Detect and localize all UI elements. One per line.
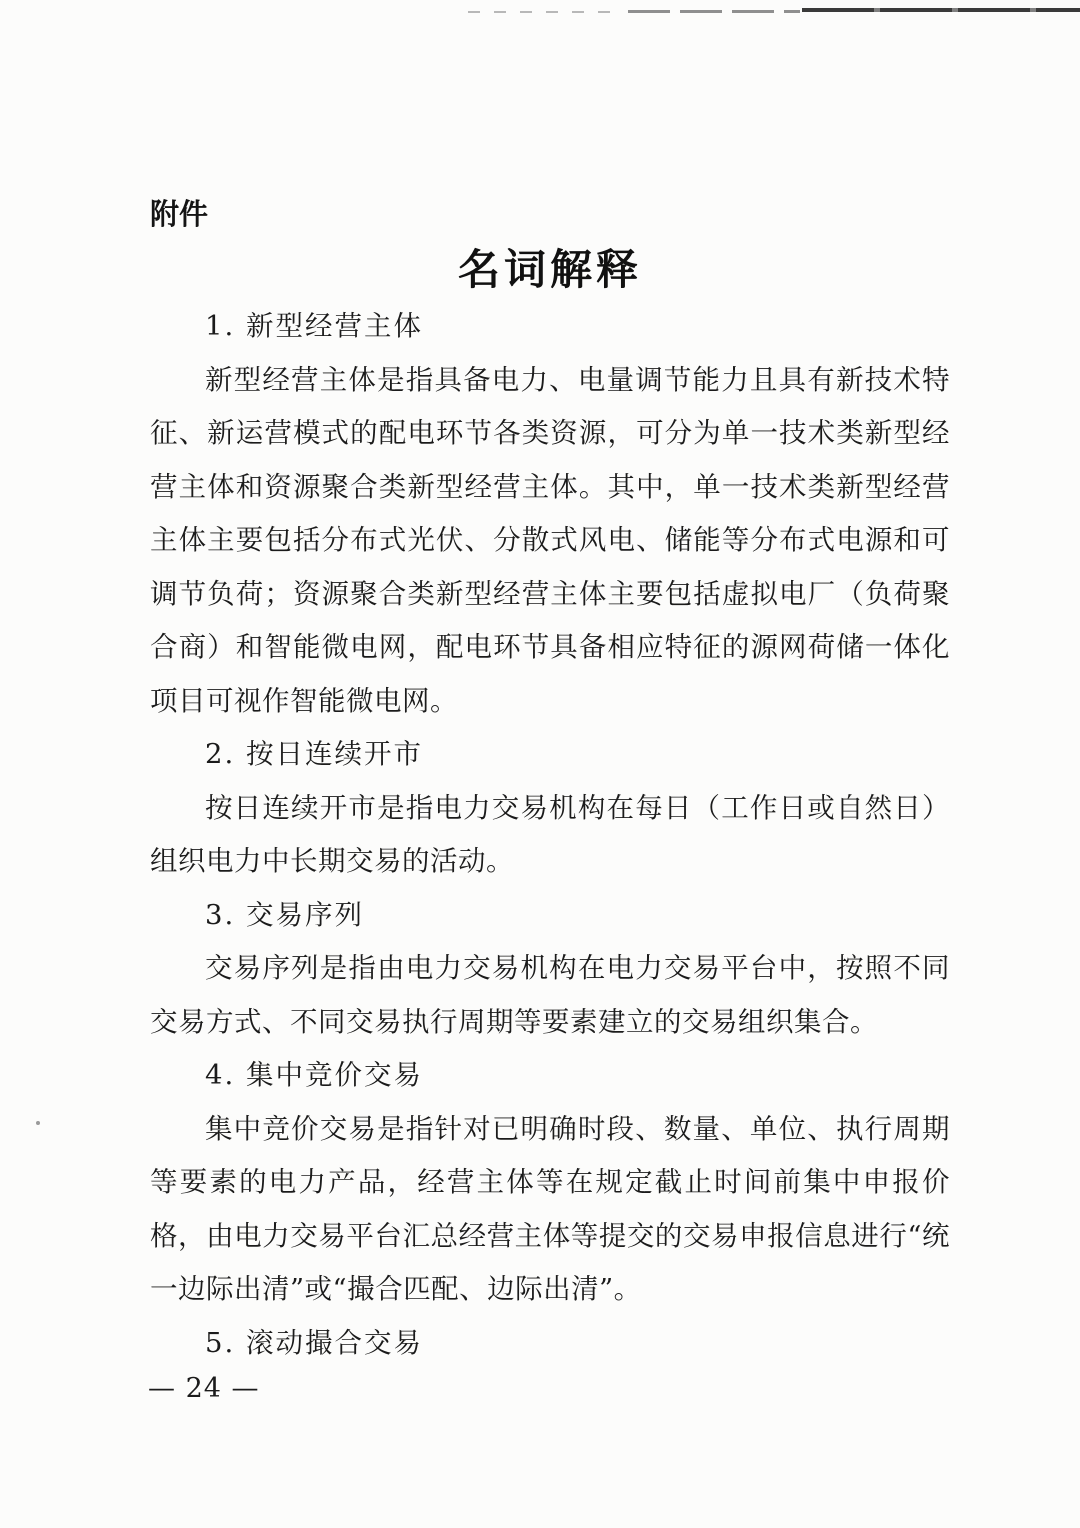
section-1-body: 新型经营主体是指具备电力、电量调节能力且具有新技术特征、新运营模式的配电环节各类资源，可分为单一技术类新型经营主体和资源聚合类新型经营主体。其中，单一技术类新型经营主体主要包括分布式光伏、分散式风电、储能等分布式电源和可调节负荷；资源聚合类新型经营主体主要包括虚拟电厂（负荷聚合商）和智能微电网，配电环节具备相应特征的源网荷储一体化项目可视作智能微电网。 bbox=[150, 363, 950, 717]
section-4-body: 集中竞价交易是指针对已明确时段、数量、单位、执行周期等要素的电力产品，经营主体等在规定截止时间前集中申报价格，由电力交易平台汇总经营主体等提交的交易申报信息进行“统一边际出清”或“撮合匹配、边际出清”。 bbox=[150, 1112, 950, 1305]
section-3-body: 交易序列是指由电力交易机构在电力交易平台中，按照不同交易方式、不同交易执行周期等要素建立的交易组织集合。 bbox=[150, 952, 950, 1038]
section-4 bbox=[150, 1049, 950, 1317]
section-1 bbox=[150, 300, 950, 728]
section-3-heading: 3. 交易序列 bbox=[205, 898, 364, 931]
section-5 bbox=[150, 1317, 950, 1371]
section-5-heading: 5. 滚动撮合交易 bbox=[205, 1326, 423, 1359]
section-4-heading: 4. 集中竞价交易 bbox=[205, 1059, 423, 1091]
page-number: — 24 — bbox=[148, 1373, 260, 1404]
sections-container bbox=[150, 300, 950, 1370]
scan-artifact-top-line-mid bbox=[628, 10, 800, 13]
document-content bbox=[150, 196, 950, 1370]
section-2 bbox=[150, 728, 950, 889]
section-2-heading: 2. 按日连续开市 bbox=[205, 738, 423, 770]
section-3 bbox=[150, 889, 950, 1050]
scan-artifact-dot bbox=[36, 1121, 40, 1125]
scan-artifact-top-line-light bbox=[468, 11, 618, 13]
section-1-heading: 1. 新型经营主体 bbox=[205, 310, 423, 342]
section-2-body: 按日连续开市是指电力交易机构在每日（工作日或自然日）组织电力中长期交易的活动。 bbox=[150, 791, 950, 877]
attachment-label: 附件 bbox=[150, 197, 209, 231]
document-title: 名词解释 bbox=[457, 245, 642, 294]
scan-artifact-top-line-dark bbox=[802, 8, 1080, 12]
